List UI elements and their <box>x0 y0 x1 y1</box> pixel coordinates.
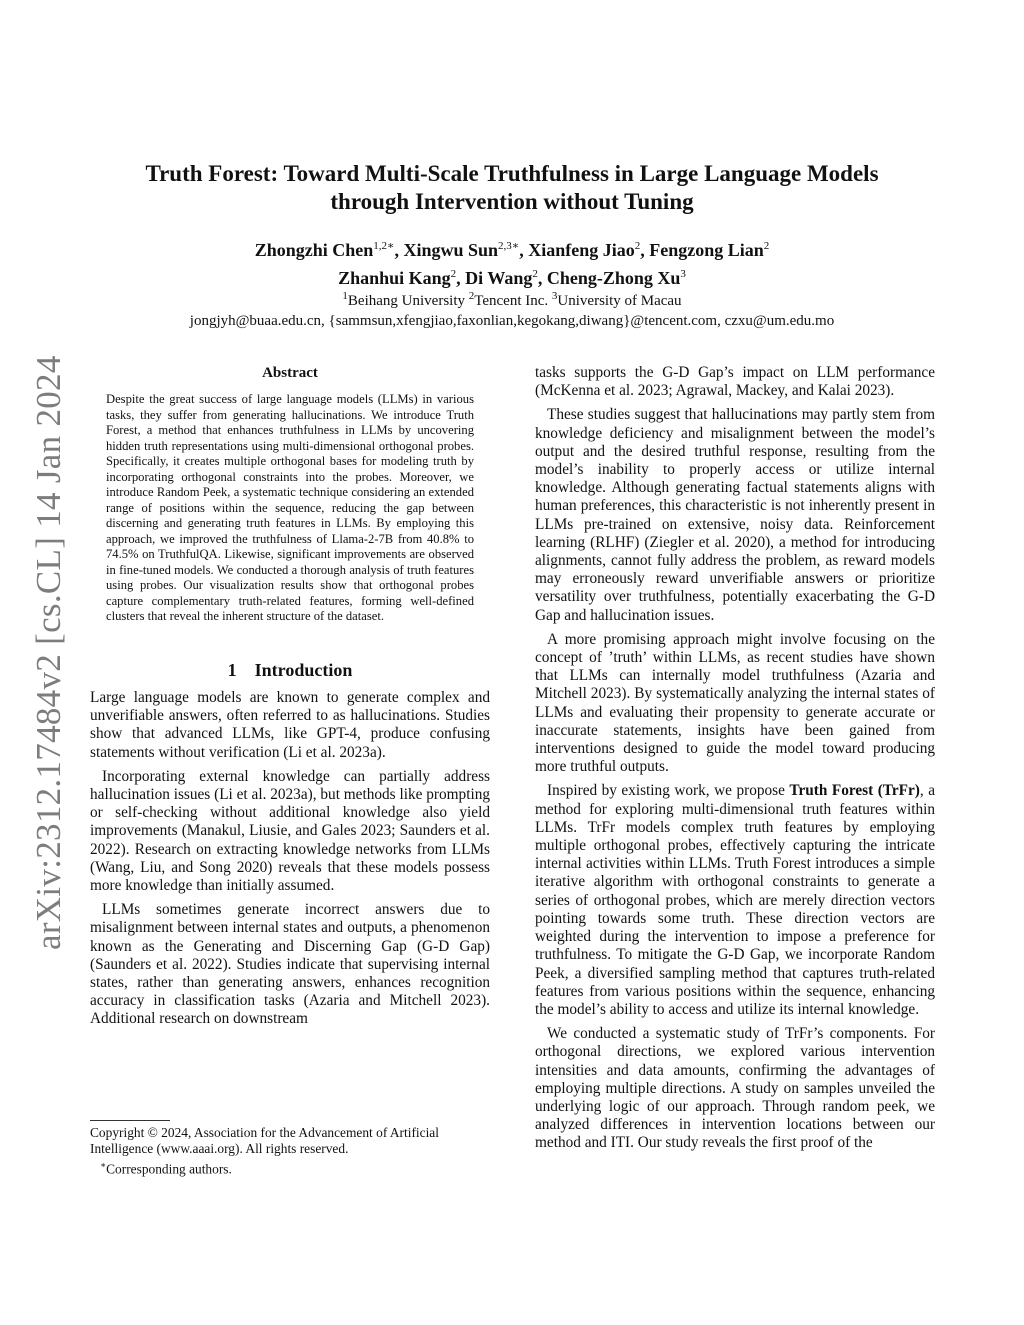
section-heading-introduction: 1 Introduction <box>227 659 353 680</box>
text-run: , a method for exploring multi-dimensional truth features within LLMs. TrFr models complex truth features by employing multiple orthogonal probes, effectively capturing the intricate internal activities within LLMs. Truth Forest introduces a simple iterative algorithm with orthogonal constraints to generate a series of orthogonal probes, which are merely direction vectors pointing towards some truth. These direction vectors are weighted during the intervention to impose a preference for truthfulness. To mitigate the G-D Gap, we incorporate Random Peek, a diversified sampling method that captures truth-related features from various positions within the sequence, enhancing the model’s ability to access and utilize its internal knowledge. <box>535 782 935 1018</box>
affil-mark: 2 <box>468 290 475 302</box>
paragraph: Incorporating external knowledge can partially address hallucination issues (Li et al. 2023a), but methods like prompting or self-checking without additional knowledge also yield improvements (Manakul, Liusie, and Gales 2023; Saunders et al. 2022). Research on extracting knowledge networks from LLMs (Wang, Liu, and Song 2020) reveals that these models possess more knowledge than initially assumed. <box>90 767 490 894</box>
author-line-1 <box>90 234 934 262</box>
author-affil-mark: 2,3∗ <box>498 240 520 252</box>
method-name: Truth Forest (TrFr) <box>789 782 920 800</box>
affiliations <box>90 286 934 331</box>
text-run: Inspired by existing work, we propose <box>547 782 790 800</box>
affil-mark: 3 <box>551 290 558 302</box>
corresponding-note <box>90 1157 490 1177</box>
abstract-heading: Abstract <box>262 365 318 381</box>
author-affil-mark: 2 <box>532 268 538 280</box>
copyright-notice: Copyright © 2024, Association for the Advancement of Artificial Intelligence (www.aaai.org). All rights reserved. <box>90 1125 439 1156</box>
paragraph: LLMs sometimes generate incorrect answers due to misalignment between internal states and outputs, a phenomenon known as the Generating and Discerning Gap (G-D Gap) (Saunders et al. 2022). Studies indicate that supervising internal states, rather than generating answers, enhances recognition accuracy in classification tasks (Azaria and Mitchell 2023). Additional research on downstream <box>90 901 490 1028</box>
author-separator: , <box>537 268 547 288</box>
affiliation-name: Beihang University <box>347 293 469 309</box>
author-affil-mark: 2 <box>763 240 770 252</box>
author-name: Zhanhui Kang <box>338 268 451 288</box>
affiliation-name: University of Macau <box>557 293 682 309</box>
author-name: Xingwu Sun <box>403 240 499 260</box>
author-affil-mark: 2 <box>450 268 457 280</box>
paragraph: These studies suggest that hallucinations may partly stem from knowledge deficiency and misalignment between the model’s output and the desired truthful response, resulting from the model’s inability to properly access or utilize internal knowledge. Although generating factual statements aligns with human preferences, this characteristic is not inherently present in LLMs pre-trained on extensive, noisy data. Reinforcement learning (RLHF) (Ziegler et al. 2020), a method for introducing alignments, cannot fully address the problem, as reward models may erroneously reward unverifiable answers or prioritize versatility over truthfulness, potentially exacerbating the G-D Gap and hallucination issues. <box>535 406 935 624</box>
author-separator: , <box>456 268 466 288</box>
paragraph: tasks supports the G-D Gap’s impact on LLM performance (McKenna et al. 2023; Agrawal, Mackey, and Kalai 2023). <box>535 364 935 400</box>
paragraph: We conducted a systematic study of TrFr’s components. For orthogonal directions, we explored various intervention intensities and data amounts, confirming the advantages of employing multiple directions. A study on samples unveiled the underlying logic of our approach. Through random peek, we analyzed differences in intervention locations between our method and ITI. Our study reveals the first proof of the <box>535 1025 935 1152</box>
author-list <box>90 234 934 290</box>
author-name: Xianfeng Jiao <box>528 240 635 260</box>
author-name: Zhongzhi Chen <box>254 240 374 260</box>
left-column <box>90 364 490 1035</box>
footnote-rule <box>90 1120 170 1121</box>
author-name: Cheng-Zhong Xu <box>546 268 681 288</box>
author-affil-mark: 1,2∗ <box>373 240 395 252</box>
footnote-text: Corresponding authors. <box>106 1161 232 1177</box>
title-line-1: Truth Forest: Toward Multi-Scale Truthfulness in Large Language Models <box>145 161 879 186</box>
author-separator: , <box>519 240 529 260</box>
abstract-text: Despite the great success of large language models (LLMs) in various tasks, they suffer from generating hallucinations. We introduce Truth Forest, a method that enhances truthfulness in LLMs by uncovering hidden truth representations using multi-dimensional orthogonal probes. Specifically, it creates multiple orthogonal bases for modeling truth by incorporating orthogonal constraints into the probes. Moreover, we introduce Random Peek, a systematic technique considering an extended range of positions within the sequence, reducing the gap between discerning and generating truth features in LLMs. By employing this approach, we improved the truthfulness of Llama-2-7B from 40.8% to 74.5% on TruthfulQA. Likewise, significant improvements are observed in fine-tuned models. We conducted a thorough analysis of truth features using probes. Our visualization results show that orthogonal probes capture complementary truth-related features, forming well-defined clusters that reveal the inherent structure of the dataset. <box>106 392 474 624</box>
affil-mark: 1 <box>342 290 348 302</box>
author-separator: , <box>394 240 404 260</box>
arxiv-identifier: arXiv:2312.17484v2 [cs.CL] 14 Jan 2024 <box>29 355 68 950</box>
right-column <box>535 364 935 1159</box>
affiliation-name: Tencent Inc. <box>474 293 552 309</box>
author-name: Fengzong Lian <box>649 240 764 260</box>
author-affil-mark: 3 <box>680 268 686 280</box>
author-separator: , <box>640 240 650 260</box>
title-line-2: through Intervention without Tuning <box>330 189 694 214</box>
affiliation-line <box>90 286 934 311</box>
paragraph <box>535 782 935 1019</box>
paragraph: A more promising approach might involve focusing on the concept of ’truth’ within LLMs, as recent studies have shown that LLMs can internally model truthfulness (Azaria and Mitchell 2023). By systematically analyzing the internal states of LLMs and evaluating their propensity to generate accurate or inaccurate statements, insights have been gained from interventions designed to guide the model toward producing more truthful outputs. <box>535 630 935 776</box>
author-emails: jongjyh@buaa.edu.cn, {sammsun,xfengjiao,faxonlian,kegokang,diwang}@tencent.com, czxu@um.edu.mo <box>189 313 835 329</box>
paper-title <box>90 160 934 216</box>
footnote-mark: ∗ <box>100 1160 107 1170</box>
paragraph: Large language models are known to generate complex and unverifiable answers, often referred to as hallucinations. Studies show that advanced LLMs, like GPT-4, produce confusing statements without verification (Li et al. 2023a). <box>90 688 490 761</box>
author-name: Di Wang <box>465 268 533 288</box>
author-affil-mark: 2 <box>634 240 641 252</box>
footnotes <box>90 1120 490 1177</box>
